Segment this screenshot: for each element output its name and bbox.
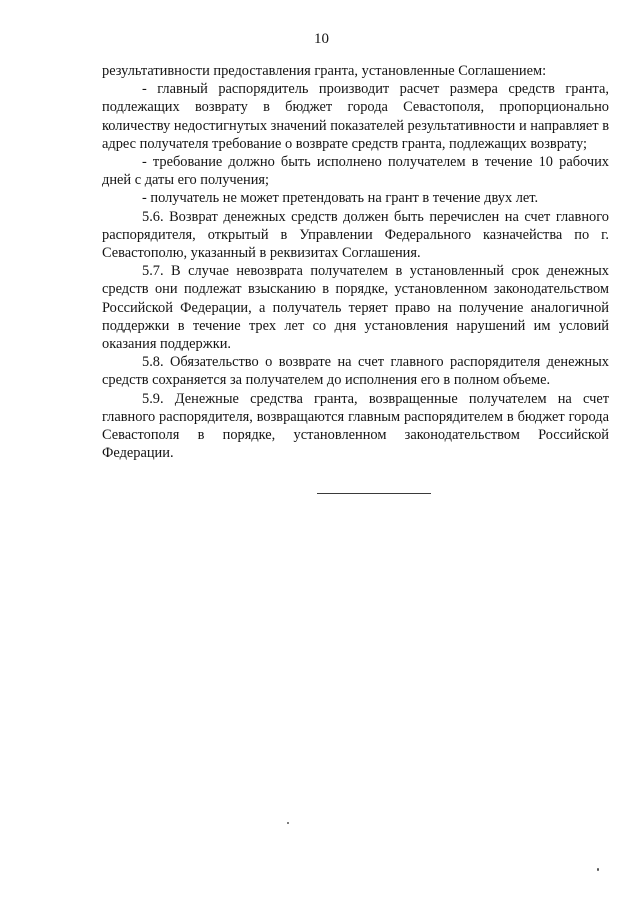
- scan-speck: [287, 822, 289, 824]
- paragraph-bullet-restriction: - получатель не может претендовать на грант в течение двух лет.: [142, 190, 539, 207]
- paragraph-clause-5-8: 5.8. Обязательство о возврате на счет главного распорядителя денежных средств сохраняется за получателем до исполнения его в полном объеме.: [102, 354, 609, 389]
- paragraph-clause-5-9: 5.9. Денежные средства гранта, возвращенные получателем на счет главного распорядителя, возвращаются главным распорядителем в бюджет города Севастополя в порядке, установленном законодательством Российской Федерации.: [102, 390, 609, 462]
- paragraph-clause-5-6: 5.6. Возврат денежных средств должен быть перечислен на счет главного распорядителя, открытый в Управлении Федерального казначейства по г. Севастополю, указанный в реквизитах Соглашения.: [102, 208, 609, 262]
- scan-speck: [597, 868, 599, 871]
- document-body: [102, 62, 609, 462]
- page-number: 10: [314, 31, 329, 47]
- end-divider-line: [317, 493, 431, 494]
- paragraph-clause-5-7: 5.7. В случае невозврата получателем в установленный срок денежных средств они подлежат взысканию в порядке, установленном законодательством Российской Федерации, а получатель теряет право на получение аналогичной поддержки в течение трех лет со дня установления нарушений им условий оказания поддержки.: [102, 263, 609, 353]
- paragraph-bullet-deadline: - требование должно быть исполнено получателем в течение 10 рабочих дней с даты его получения;: [102, 154, 609, 189]
- paragraph-bullet-calculation: - главный распорядитель производит расчет размера средств гранта, подлежащих возврату в бюджет города Севастополя, пропорционально количеству недостигнутых значений показателей результативности и направляет в адрес получателя требование о возврате средств гранта, подлежащих возврату;: [102, 81, 609, 152]
- paragraph-continuation: результативности предоставления гранта, установленные Соглашением:: [102, 63, 547, 79]
